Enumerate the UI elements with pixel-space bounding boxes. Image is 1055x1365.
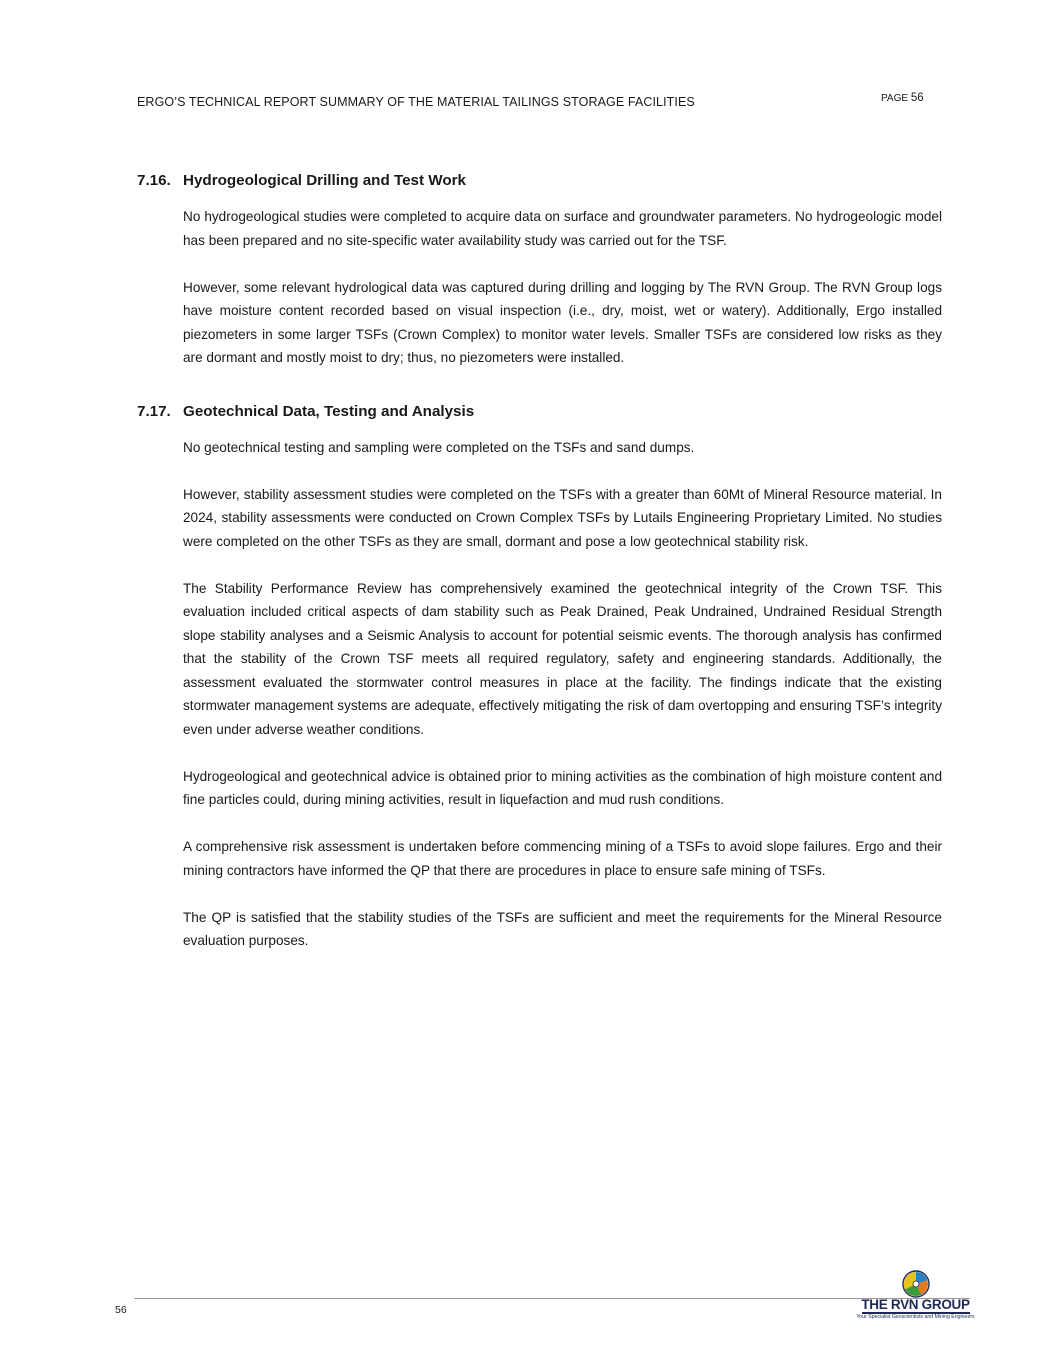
rvn-pie-logo-icon	[902, 1270, 930, 1298]
header-page-prefix: PAGE	[881, 93, 909, 104]
running-header-title: ERGO’S TECHNICAL REPORT SUMMARY OF THE MATERIAL TAILINGS STORAGE FACILITIES	[137, 95, 695, 109]
paragraph: No geotechnical testing and sampling were completed on the TSFs and sand dumps.	[183, 439, 695, 455]
paragraph: The Stability Performance Review has comprehensively examined the geotechnical integrity of the Crown TSF. This evaluation included critical aspects of dam stability such as Peak Drained, Peak Undrained, Undrained Residual Strength slope stability analyses and a Seismic Analysis to account for potential seismic events. The thorough analysis has confirmed that the stability of the Crown TSF meets all required regulatory, safety and engineering standards. Additionally, the assessment evaluated the stormwater control measures in place at the facility. The findings indicate that the existing stormwater management systems are adequate, effectively mitigating the risk of dam overtopping and ensuring TSF’s integrity even under adverse weather conditions.	[183, 580, 942, 737]
rvn-group-logo	[853, 1268, 978, 1324]
section-number: 7.17.	[137, 402, 171, 420]
section-heading-7-17	[137, 401, 942, 423]
header-page-number: 56	[910, 92, 924, 104]
section-title: Geotechnical Data, Testing and Analysis	[183, 402, 475, 420]
logo-wordmark: THE RVN GROUP	[861, 1297, 970, 1312]
logo-tagline: Your Specialist Geoscientists and Mining Engineers	[856, 1314, 975, 1320]
document-body	[137, 170, 942, 953]
section-number: 7.16.	[137, 172, 171, 189]
paragraph: A comprehensive risk assessment is undertaken before commencing mining of a TSFs to avoid slope failures. Ergo and their mining contractors have informed the QP that there are procedures in place to ensure safe mining of TSFs.	[183, 839, 942, 878]
header-page-label	[881, 92, 924, 104]
footer-divider	[134, 1298, 970, 1299]
section-heading-7-16	[137, 170, 942, 192]
paragraph: However, some relevant hydrological data was captured during drilling and logging by The RVN Group. The RVN Group logs have moisture content recorded based on visual inspection (i.e., dry, moist, wet or watery). Additionally, Ergo installed piezometers in some larger TSFs (Crown Complex) to monitor water levels. Smaller TSFs are considered low risks as they are dormant and mostly moist to dry; thus, no piezometers were installed.	[183, 279, 942, 365]
section-title: Hydrogeological Drilling and Test Work	[183, 172, 466, 189]
footer-page-number: 56	[115, 1304, 127, 1316]
paragraph: However, stability assessment studies were completed on the TSFs with a greater than 60Mt of Mineral Resource material. In 2024, stability assessments were conducted on Crown Complex TSFs by Lutails Engineering Proprietary Limited. No studies were completed on the other TSFs as they are small, dormant and pose a low geotechnical stability risk.	[183, 486, 942, 549]
paragraph: No hydrogeological studies were completed to acquire data on surface and groundwater parameters. No hydrogeologic model has been prepared and no site-specific water availability study was carried out for the TSF.	[183, 209, 942, 248]
paragraph: The QP is satisfied that the stability studies of the TSFs are sufficient and meet the requirements for the Mineral Resource evaluation purposes.	[183, 909, 942, 948]
paragraph: Hydrogeological and geotechnical advice is obtained prior to mining activities as the combination of high moisture content and fine particles could, during mining activities, result in liquefaction and mud rush conditions.	[183, 768, 942, 807]
